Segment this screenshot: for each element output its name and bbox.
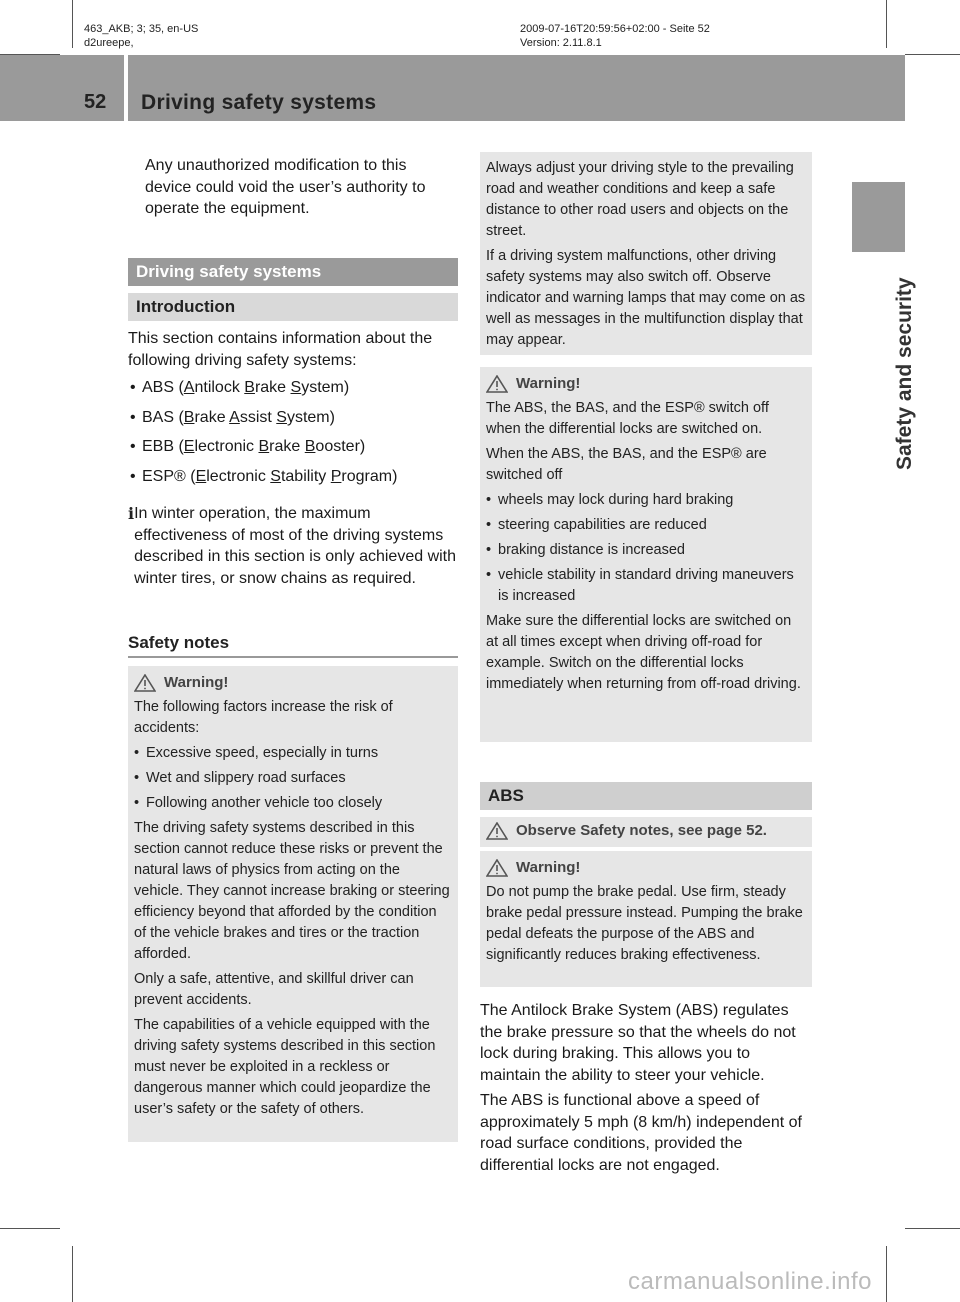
list-item: • wheels may lock during hard braking bbox=[486, 492, 734, 508]
side-chapter-label: Safety and security bbox=[893, 277, 916, 470]
page-title: Driving safety systems bbox=[141, 91, 377, 114]
warning-title: Warning! bbox=[486, 373, 806, 394]
warning-title: Warning! bbox=[134, 672, 452, 693]
header-divider bbox=[124, 55, 128, 121]
list-item: • braking distance is increased bbox=[486, 542, 685, 558]
abs-heading: ABS bbox=[480, 782, 812, 810]
warning-paragraph: When the ABS, the BAS, and the ESP® are switched off bbox=[486, 446, 767, 483]
note-paragraph: Always adjust your driving style to the prevailing road and weather conditions and keep a safe distance to other road users and objects on the street. bbox=[486, 160, 794, 239]
note-paragraph: If a driving system malfunctions, other driving safety systems may also switch off. Observe indicator and warning lamps that may come on as well as messages in the multifunction display that may appear. bbox=[486, 248, 806, 348]
list-item: • Excessive speed, especially in turns bbox=[134, 745, 379, 761]
abs-paragraph: The Antilock Brake System (ABS) regulates the brake pressure so that the wheels do not lock during braking. This allows you to maintain the ability to steer your vehicle. bbox=[480, 1002, 796, 1084]
page-number: 52 bbox=[84, 91, 107, 113]
print-meta-right bbox=[520, 22, 710, 50]
systems-list bbox=[130, 377, 460, 495]
warning-paragraph: The driving safety systems described in this section cannot reduce these risks or prevent the natural laws of physics from acting on the vehicle. They cannot increase braking or steering efficiency beyond that afforded by the condition of the vehicle brakes and tires or the traction afforded. bbox=[134, 820, 450, 962]
subsection-heading: Introduction bbox=[128, 293, 458, 321]
section-heading: Driving safety systems bbox=[128, 258, 458, 286]
list-item: • Following another vehicle too closely bbox=[134, 795, 383, 811]
warning-triangle-icon bbox=[486, 375, 508, 393]
section-intro: This section contains information about the following driving safety systems: bbox=[128, 330, 433, 369]
warning-paragraph: Only a safe, attentive, and skillful driver can prevent accidents. bbox=[134, 971, 414, 1008]
list-item: • ESP® (Electronic Stability Program) bbox=[130, 467, 398, 485]
watermark-text: carmanualsonline.info bbox=[628, 1268, 872, 1295]
observe-note-text: Observe Safety notes, see page 52. bbox=[516, 822, 767, 839]
list-item: • steering capabilities are reduced bbox=[486, 517, 707, 533]
warning-triangle-icon bbox=[134, 674, 156, 692]
side-tab-marker bbox=[852, 182, 905, 252]
list-item: • Wet and slippery road surfaces bbox=[134, 770, 346, 786]
info-note-text: In winter operation, the maximum effectiveness of most of the driving systems described in this section is only achieved with winter tires, or snow chains as required. bbox=[134, 505, 457, 587]
abs-paragraph: The ABS is functional above a speed of approximately 5 mph (8 km/h) independent of road surface conditions, provided the differential locks are not engaged. bbox=[480, 1092, 802, 1174]
print-meta-line: Version: 2.11.8.1 bbox=[520, 37, 602, 49]
warning-paragraph: The ABS, the BAS, and the ESP® switch off when the differential locks are switched on. bbox=[486, 400, 769, 437]
list-item: • vehicle stability in standard driving maneuvers is increased bbox=[486, 567, 794, 604]
warning-paragraph: Make sure the differential locks are switched on at all times except when driving off-road for example. Switch on the differential locks immediately when returning from off-road driving. bbox=[486, 613, 801, 692]
list-item: • ABS (Antilock Brake System) bbox=[130, 379, 350, 396]
crop-mark bbox=[886, 0, 887, 48]
observe-note bbox=[480, 817, 812, 847]
safety-notes-heading: Safety notes bbox=[128, 633, 230, 652]
warning-intro: The following factors increase the risk of accidents: bbox=[134, 699, 393, 736]
crop-mark bbox=[72, 0, 73, 48]
crop-mark bbox=[72, 1246, 73, 1302]
warning-box bbox=[480, 367, 812, 742]
crop-mark bbox=[0, 1228, 60, 1229]
intro-paragraph: Any unauthorized modification to this device could void the user’s authority to operate the equipment. bbox=[145, 157, 426, 217]
list-item: • EBB (Electronic Brake Booster) bbox=[130, 438, 366, 455]
warning-title: Warning! bbox=[486, 857, 806, 878]
list-item: • BAS (Brake Assist System) bbox=[130, 408, 335, 426]
warning-triangle-icon bbox=[486, 822, 508, 840]
crop-mark bbox=[905, 1228, 960, 1229]
warning-triangle-icon bbox=[486, 859, 508, 877]
print-meta-line: d2ureepe, bbox=[84, 37, 134, 49]
info-icon: i bbox=[128, 504, 135, 523]
note-box bbox=[480, 152, 812, 355]
warning-box bbox=[480, 851, 812, 987]
info-note bbox=[128, 503, 458, 589]
print-meta-line: 463_AKB; 3; 35, en-US bbox=[84, 23, 199, 35]
crop-mark bbox=[886, 1246, 887, 1302]
print-meta-left bbox=[84, 22, 198, 50]
warning-paragraph: Do not pump the brake pedal. Use firm, steady brake pedal pressure instead. Pumping the brake pedal defeats the purpose of the ABS and significantly reduces braking effectiveness. bbox=[486, 884, 803, 963]
print-meta-line: 2009-07-16T20:59:56+02:00 - Seite 52 bbox=[520, 23, 710, 35]
warning-box bbox=[128, 666, 458, 1142]
crop-mark bbox=[905, 54, 960, 55]
heading-rule bbox=[128, 656, 458, 658]
warning-paragraph: The capabilities of a vehicle equipped with the driving safety systems described in this section must never be exploited in a reckless or dangerous manner which could jeopardize the user’s safety or the safety of others. bbox=[134, 1017, 436, 1117]
